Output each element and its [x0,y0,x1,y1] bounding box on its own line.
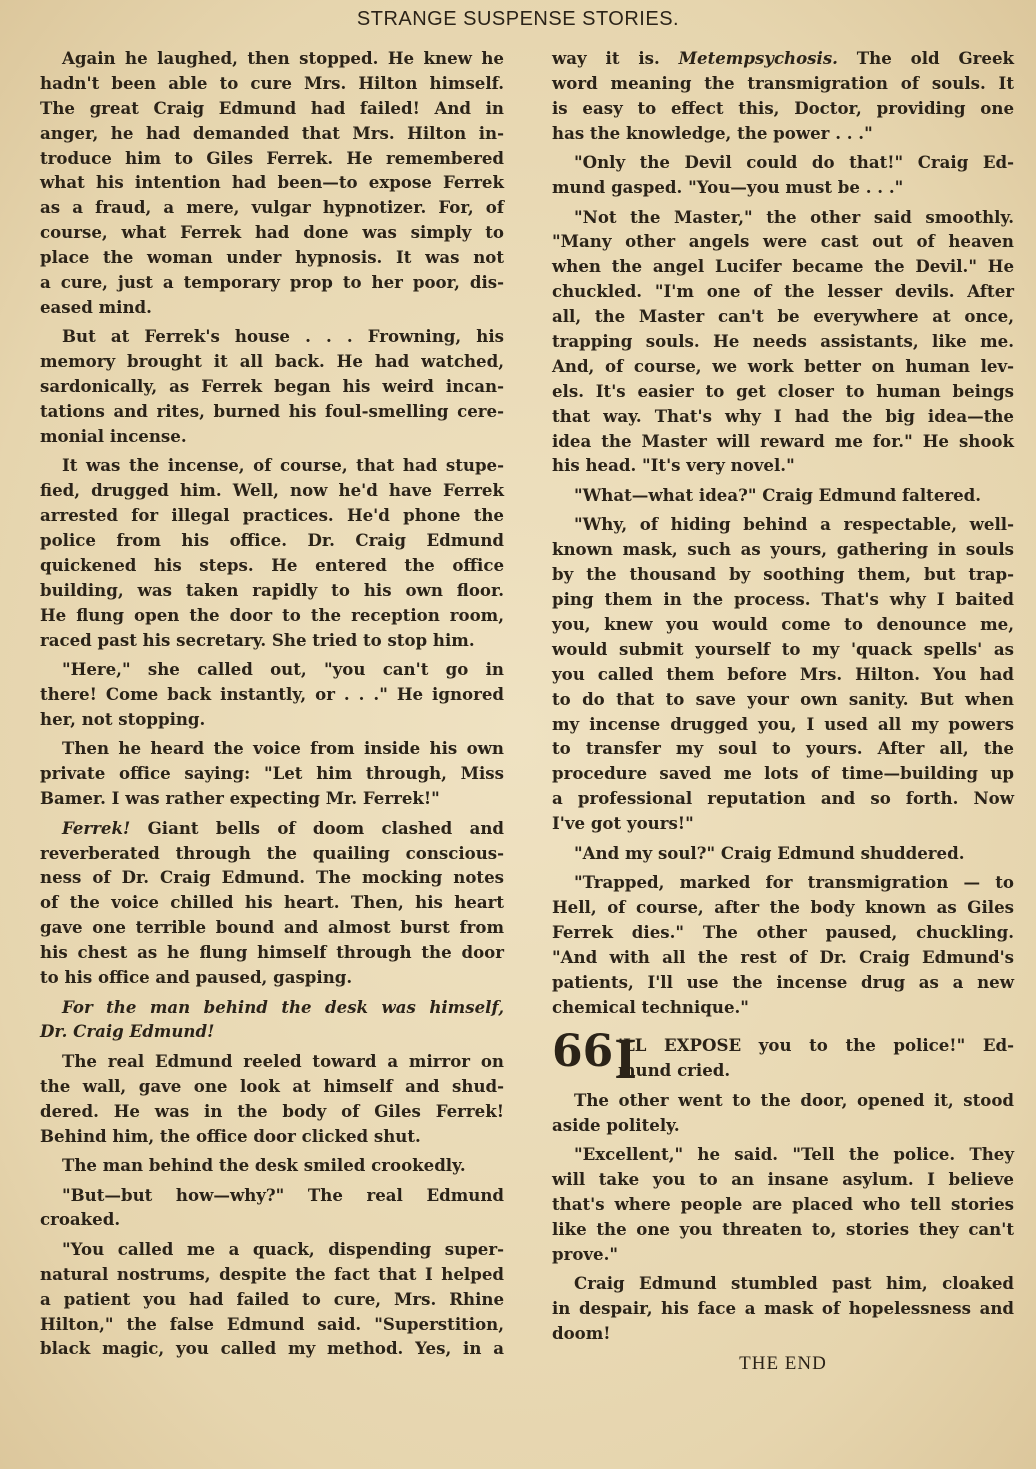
paragraph [40,995,504,1045]
paragraph-line: The other went to the door, opened it, stood [574,1089,1014,1110]
paragraph-line: prove." [552,1243,619,1264]
paragraph-line: all, the Master can't be everywhere at once, [552,306,1014,327]
paragraph-line: has the knowledge, the power . . ." [552,122,873,143]
paragraph-line: The real Edmund reeled toward a mirror on [62,1050,504,1071]
paragraph-line: Then he heard the voice from inside his own [62,738,504,759]
paragraph [552,1088,1014,1138]
paragraph [40,453,504,652]
paragraph-line: that way. That's why I had the big idea—the [552,405,1014,426]
paragraph-line: Ferrek dies." The other paused, chuckling. [552,921,1014,942]
paragraph-line: patients, I'll use the incense drug as a new [552,971,1014,992]
paragraph-line: chuckled. "I'm one of the lesser devils. After [552,281,1014,302]
paragraph-line: gave one terrible bound and almost burst from [40,917,504,938]
paragraph-line: his head. "It's very novel." [552,455,795,476]
paragraph-line: as a fraud, a mere, vulgar hypnotizer. For, of [40,197,504,218]
paragraph-line: Behind him, the office door clicked shut. [40,1125,421,1146]
paragraph-line [40,816,504,841]
text-run: The old Greek [837,48,1014,68]
paragraph-line: "And with all the rest of Dr. Craig Edmund's [552,946,1014,967]
paragraph-line: a patient you had failed to cure, Mrs. Rhine [40,1288,504,1309]
paragraph-line: Bamer. I was rather expecting Mr. Ferrek!" [40,788,440,809]
paragraph-line: of the voice chilled his heart. Then, his heart [40,892,504,913]
paragraph-line: Hilton," the false Edmund said. "Superstition, [40,1313,504,1334]
paragraph-line: place the woman under hypnosis. It was not [40,247,504,268]
paragraph [552,1271,1014,1346]
right-column-upper-paragraphs [552,46,1014,1019]
paragraph-line: idea the Master will reward me for." He shook [552,430,1014,451]
paragraph-line: a cure, just a temporary prop to her poor, dis- [40,272,504,293]
paragraph-line: police from his office. Dr. Craig Edmund [40,530,504,551]
paragraph-line: raced past his secretary. She tried to stop him. [40,629,475,650]
paragraph [552,512,1014,836]
paragraph-line: the wall, gave one look at himself and shud- [40,1075,504,1096]
paragraph-line: doom! [552,1322,611,1343]
italic-text: Ferrek! [62,817,131,838]
paragraph-line: to transfer my soul to yours. After all, the [552,738,1014,759]
paragraph-line: "And my soul?" Craig Edmund shuddered. [574,842,965,863]
paragraph-line: course, what Ferrek had done was simply to [40,222,504,243]
paragraph [552,150,1014,200]
paragraph-line: you called them before Mrs. Hilton. You had [552,663,1014,684]
drop-cap [552,1026,637,1092]
italic-text: For the man behind the desk was himself, [62,996,504,1017]
paragraph [40,736,504,811]
paragraph-line: reverberated through the quailing conscious- [40,842,504,863]
paragraph-line: mund cried. [618,1060,731,1081]
paragraph-line: fied, drugged him. Well, now he'd have Ferrek [40,480,504,501]
paragraph-line: known mask, such as yours, gathering in souls [552,539,1014,560]
paragraph-line: ness of Dr. Craig Edmund. The mocking notes [40,867,504,888]
paragraph-line: "Why, of hiding behind a respectable, well- [574,514,1014,535]
paragraph [40,1183,504,1233]
paragraph-line: his chest as he flung himself through the door [40,942,504,963]
paragraph-line: dered. He was in the body of Giles Ferrek! [40,1100,504,1121]
paragraph-line: It was the incense, of course, that had stupe- [62,455,504,476]
paragraph-line: procedure saved me lots of time—building up [552,763,1014,784]
paragraph-line: quickened his steps. He entered the office [40,555,504,575]
paragraph-line: "Many other angels were cast out of heaven [552,231,1014,252]
paragraph [552,205,1014,479]
paragraph-line: The man behind the desk smiled crookedly. [62,1155,466,1176]
paragraph [40,1153,504,1178]
paragraph-line: He flung open the door to the reception room, [40,604,504,625]
paragraph-line: Again he laughed, then stopped. He knew he [62,48,504,68]
italic-text: Metempsychosis. [678,48,838,68]
drop-cap-letter: I [614,1026,637,1092]
paragraph [552,841,1014,866]
drop-cap-quote-mark: 66 [552,1026,614,1078]
paragraph-line: "You called me a quack, dispending super- [62,1238,504,1259]
text-run: Giant bells of doom clashed and [130,817,504,838]
right-text-column [552,46,1014,1377]
text-run: way it is. [552,48,679,68]
paragraph-line: mund gasped. "You—you must be . . ." [552,177,904,198]
paragraph-line: trapping souls. He needs assistants, like me. [552,330,1014,351]
paragraph [40,816,504,990]
paragraph-line: there! Come back instantly, or . . ." He ignored [40,684,504,705]
paragraph-line: aside politely. [552,1114,680,1135]
paragraph [552,483,1014,508]
paragraph-line: "What—what idea?" Craig Edmund faltered. [574,484,982,505]
paragraph-line: "Not the Master," the other said smoothly. [574,206,1014,227]
paragraph-line: "Excellent," he said. "Tell the police. They [574,1144,1014,1165]
paragraph-line: troduce him to Giles Ferrek. He remembered [40,147,504,168]
paragraph-line: Craig Edmund stumbled past him, cloaked [574,1273,1014,1294]
paragraph-line: you, knew you would come to denounce me, [552,613,1014,634]
paragraph-line: that's where people are placed who tell stories [552,1193,1014,1214]
paragraph-line [40,1019,504,1044]
paragraph [40,324,504,448]
right-column-closing-paragraphs [552,1088,1014,1346]
paragraph-line: monial incense. [40,425,187,446]
paragraph-line: arrested for illegal practices. He'd phone the [40,505,504,526]
paragraph-line: And, of course, we work better on human lev- [552,355,1014,376]
paragraph [552,1142,1014,1266]
paragraph-line: like the one you threaten to, stories they can't [552,1218,1014,1239]
dropcap-paragraph [552,1026,1014,1092]
italic-text: Dr. Craig Edmund! [40,1021,215,1042]
paragraph-line: 'LL EXPOSE you to the police!" Ed- [618,1035,1014,1056]
paragraph-line: would submit yourself to my 'quack spells' as [552,638,1014,659]
paragraph-line: in despair, his face a mask of hopelessness and [552,1298,1014,1319]
paragraph-line: The great Craig Edmund had failed! And in [40,97,504,118]
paragraph-line: what his intention had been—to expose Ferrek [40,172,504,193]
paragraph-line: my incense drugged you, I used all my powers [552,713,1014,734]
the-end-label: THE END [739,1352,827,1374]
paragraph-line: when the angel Lucifer became the Devil." He [552,256,1014,277]
paragraph-line [552,46,1014,71]
paragraph-line: natural nostrums, despite the fact that I helped [40,1263,504,1284]
paragraph-line: els. It's easier to get closer to human beings [552,380,1014,401]
paragraph-line: to his office and paused, gasping. [40,967,353,988]
paragraph-line: hadn't been able to cure Mrs. Hilton himself. [40,72,504,93]
left-text-column [40,46,504,1366]
paragraph-line: private office saying: "Let him through, Miss [40,763,504,784]
paragraph-line: anger, he had demanded that Mrs. Hilton in- [40,122,504,143]
paragraph-line: eased mind. [40,296,152,317]
paragraph-line: a professional reputation and so forth. Now [552,788,1014,809]
paragraph-line: "Only the Devil could do that!" Craig Ed- [574,152,1014,173]
paragraph-line: I've got yours!" [552,813,694,834]
paragraph [40,657,504,732]
paragraph-line [40,995,504,1020]
paragraph-line: is easy to effect this, Doctor, providing one [552,97,1014,118]
paragraph-line: word meaning the transmigration of souls. It [552,72,1014,93]
paragraph [552,870,1014,1019]
paragraph-line: her, not stopping. [40,708,206,729]
paragraph-line: "But—but how—why?" The real Edmund [62,1184,504,1205]
paragraph-line: ping them in the process. That's why I baited [552,589,1014,610]
paragraph [552,46,1014,146]
paragraph-line: tations and rites, burned his foul-smelling cere- [40,401,504,422]
paragraph-line: But at Ferrek's house . . . Frowning, his [62,326,504,347]
magazine-running-header: STRANGE SUSPENSE STORIES. [356,8,680,30]
paragraph-line: "Here," she called out, "you can't go in [62,659,504,680]
paragraph-line: Hell, of course, after the body known as Giles [552,896,1014,917]
paragraph-line: black magic, you called my method. Yes, in a [40,1338,504,1359]
paragraph-line: by the thousand by soothing them, but trap- [552,564,1014,585]
paragraph-line: croaked. [40,1209,121,1230]
paragraph-line: sardonically, as Ferrek began his weird incan- [40,376,504,397]
paragraph-line: building, was taken rapidly to his own floor. [40,579,504,600]
paragraph-line: memory brought it all back. He had watched, [40,351,504,372]
paragraph [40,1237,504,1361]
paragraph-line: "Trapped, marked for transmigration — to [574,872,1014,893]
paragraph-line: chemical technique." [552,996,749,1017]
paragraph-line: will take you to an insane asylum. I believe [552,1169,1014,1190]
paragraph [40,46,504,320]
paragraph-line: to do that to save your own sanity. But when [552,688,1014,709]
paragraph [40,1049,504,1149]
